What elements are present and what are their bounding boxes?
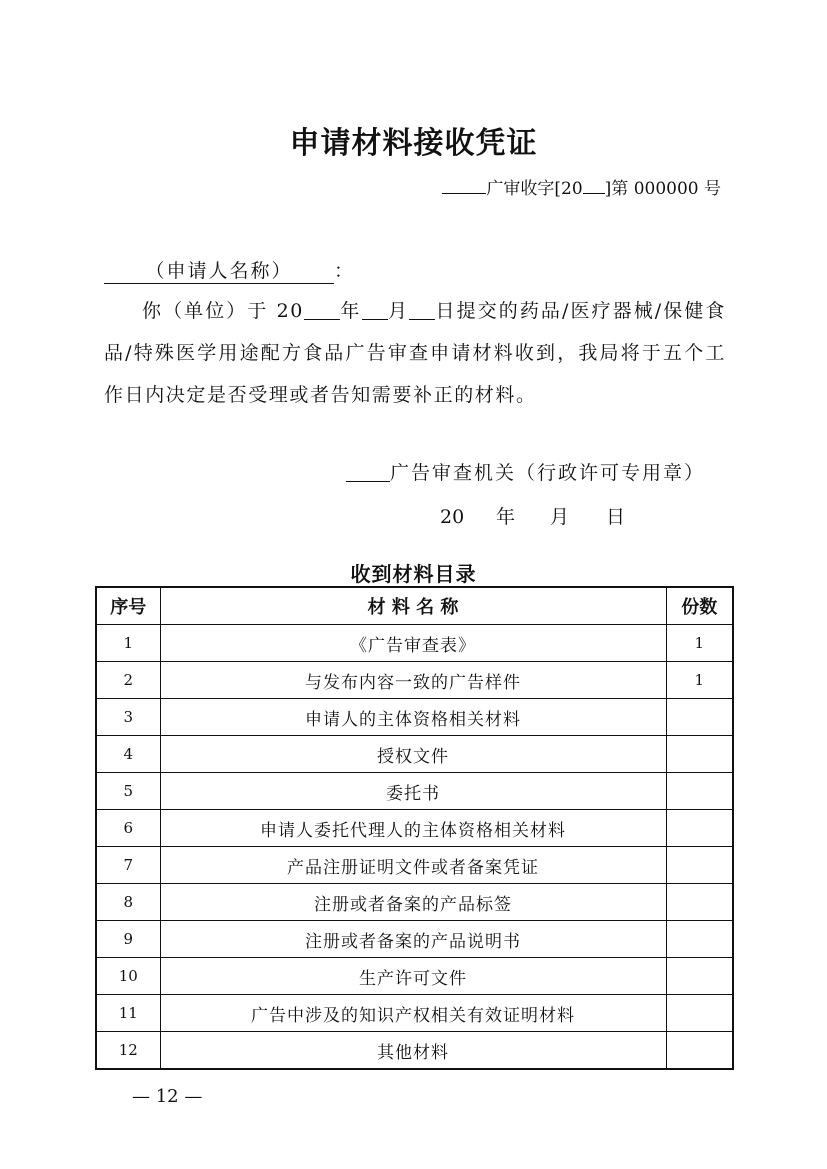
date-month: 月 xyxy=(550,506,570,528)
row-index: 12 xyxy=(96,1032,160,1070)
row-copies xyxy=(666,773,733,810)
issuing-authority xyxy=(346,458,705,485)
month-blank xyxy=(362,299,388,320)
row-index: 10 xyxy=(96,958,160,995)
issue-date xyxy=(440,502,625,529)
body-part1: 你（单位）于 20 xyxy=(142,300,304,322)
table-row xyxy=(96,884,733,921)
row-material-name: 注册或者备案的产品标签 xyxy=(160,884,666,921)
table-header-row xyxy=(96,587,733,625)
row-material-name: 广告中涉及的知识产权相关有效证明材料 xyxy=(160,995,666,1032)
row-copies xyxy=(666,699,733,736)
header-copies: 份数 xyxy=(666,587,733,625)
row-material-name: 与发布内容一致的广告样件 xyxy=(160,662,666,699)
row-material-name: 产品注册证明文件或者备案凭证 xyxy=(160,847,666,884)
table-row xyxy=(96,847,733,884)
table-row xyxy=(96,1032,733,1070)
row-copies xyxy=(666,736,733,773)
date-day: 日 xyxy=(606,506,626,528)
issuer-text: 广告审查机关（行政许可专用章） xyxy=(390,462,706,484)
row-index: 5 xyxy=(96,773,160,810)
header-name: 材 料 名 称 xyxy=(160,587,666,625)
row-copies: 1 xyxy=(666,625,733,662)
row-material-name: 注册或者备案的产品说明书 xyxy=(160,921,666,958)
row-index: 9 xyxy=(96,921,160,958)
row-copies xyxy=(666,884,733,921)
materials-table-title: 收到材料目录 xyxy=(350,562,477,586)
row-material-name: 申请人的主体资格相关材料 xyxy=(160,699,666,736)
date-year: 年 xyxy=(496,506,516,528)
table-row xyxy=(96,699,733,736)
body-paragraph xyxy=(104,290,726,416)
header-index: 序号 xyxy=(96,587,160,625)
row-copies xyxy=(666,958,733,995)
row-copies xyxy=(666,995,733,1032)
table-row xyxy=(96,625,733,662)
row-index: 2 xyxy=(96,662,160,699)
table-row xyxy=(96,662,733,699)
year-blank xyxy=(304,299,340,320)
row-material-name: 生产许可文件 xyxy=(160,958,666,995)
materials-table xyxy=(95,586,734,1070)
body-part2: 日提交的药品/医疗器械/保健食品/特殊医学用途配方食品广告审查申请材料收到，我局将于五个工作日内决定是否受理或者告知需要补正的材料。 xyxy=(104,300,727,406)
document-title: 申请材料接收凭证 xyxy=(289,126,538,161)
row-material-name: 《广告审查表》 xyxy=(160,625,666,662)
salutation xyxy=(104,256,353,284)
issuer-blank xyxy=(346,460,390,482)
row-material-name: 其他材料 xyxy=(160,1032,666,1070)
row-index: 6 xyxy=(96,810,160,847)
document-number xyxy=(442,174,721,199)
row-copies xyxy=(666,921,733,958)
row-material-name: 授权文件 xyxy=(160,736,666,773)
salutation-colon: ： xyxy=(334,260,354,282)
date-year-prefix: 20 xyxy=(440,506,465,528)
body-month-label: 月 xyxy=(387,300,410,322)
doc-number-blank xyxy=(442,176,486,194)
page-number: — 12 — xyxy=(132,1086,203,1107)
applicant-name-field: （申请人名称） xyxy=(104,256,334,284)
row-copies xyxy=(666,810,733,847)
row-index: 1 xyxy=(96,625,160,662)
table-row xyxy=(96,958,733,995)
row-copies xyxy=(666,1032,733,1070)
row-copies xyxy=(666,847,733,884)
row-copies: 1 xyxy=(666,662,733,699)
row-index: 11 xyxy=(96,995,160,1032)
row-index: 7 xyxy=(96,847,160,884)
doc-number-text: 广审收字[20 xyxy=(486,179,583,199)
doc-number-suffix: ]第 000000 号 xyxy=(604,179,721,199)
row-index: 4 xyxy=(96,736,160,773)
row-index: 8 xyxy=(96,884,160,921)
body-year-label: 年 xyxy=(339,300,362,322)
table-row xyxy=(96,995,733,1032)
table-row xyxy=(96,736,733,773)
table-row xyxy=(96,773,733,810)
row-index: 3 xyxy=(96,699,160,736)
day-blank xyxy=(409,299,435,320)
row-material-name: 申请人委托代理人的主体资格相关材料 xyxy=(160,810,666,847)
table-row xyxy=(96,810,733,847)
table-row xyxy=(96,921,733,958)
doc-number-year-blank xyxy=(583,176,605,194)
row-material-name: 委托书 xyxy=(160,773,666,810)
